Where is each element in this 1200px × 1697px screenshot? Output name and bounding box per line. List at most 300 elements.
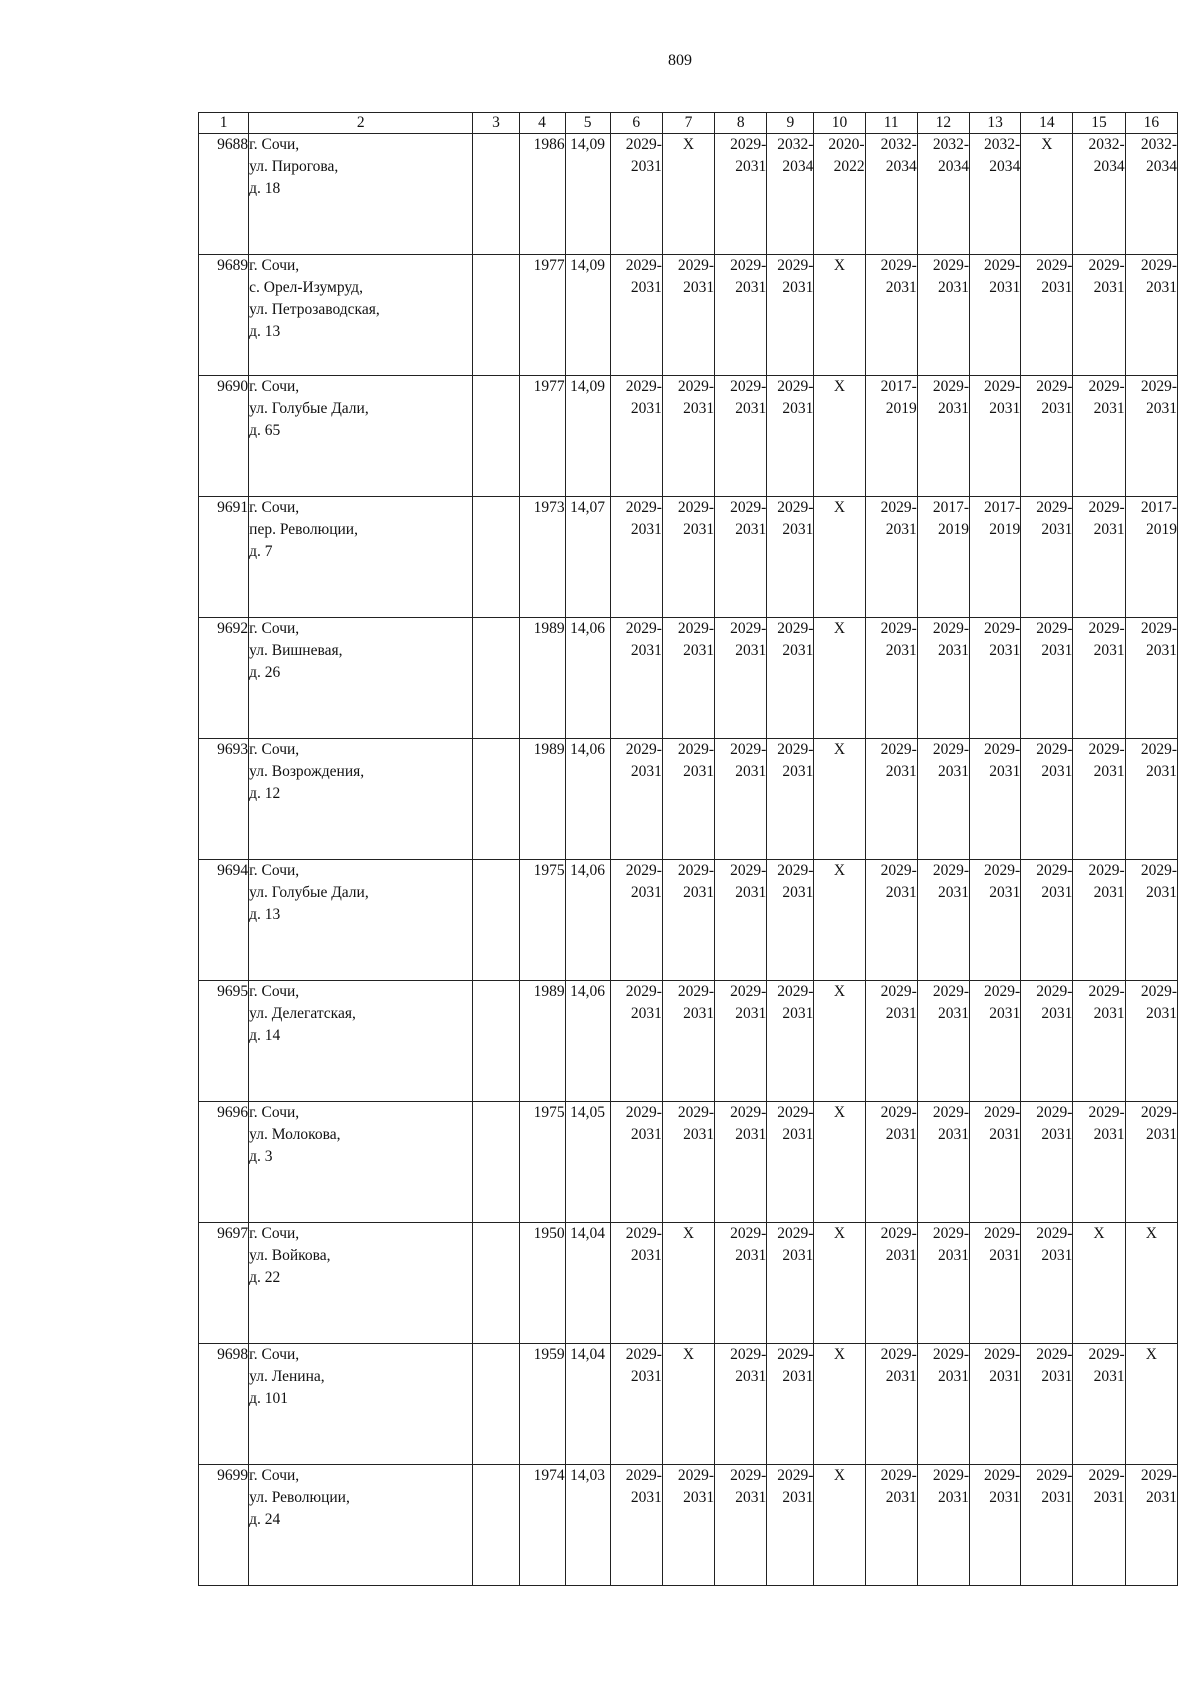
address-line: г. Сочи, <box>249 741 300 758</box>
period-value: 2029- 2031 <box>777 862 814 901</box>
period-value: 2029- 2031 <box>677 741 715 780</box>
address-line: д. 26 <box>249 664 281 681</box>
year-cell: 1973 <box>519 497 565 618</box>
period-cell-col-16 <box>1125 1465 1177 1586</box>
period-cell-col-15 <box>1073 1102 1125 1223</box>
period-value: 2029- 2031 <box>932 862 970 901</box>
address-line: г. Сочи, <box>249 983 300 1000</box>
period-cell-col-7 <box>662 1465 714 1586</box>
address-line: д. 3 <box>249 1148 273 1165</box>
period-value: X <box>833 1225 846 1242</box>
period-value: 2029- 2031 <box>1088 257 1125 296</box>
period-value: 2029- 2031 <box>984 257 1021 296</box>
period-cell-col-13 <box>970 981 1021 1102</box>
column-5-cell: 14,04 <box>565 1344 610 1465</box>
address-line: г. Сочи, <box>249 136 300 153</box>
period-value: 2029- 2031 <box>625 983 662 1022</box>
period-value: 2029- 2031 <box>1140 1467 1177 1506</box>
address-cell <box>249 860 473 981</box>
period-value: 2029- 2031 <box>777 1104 814 1143</box>
period-value: 2029- 2031 <box>677 257 715 296</box>
period-value: 2029- 2031 <box>1036 983 1073 1022</box>
period-cell-col-10 <box>814 1102 865 1223</box>
period-value: 2029- 2031 <box>730 499 767 538</box>
period-cell-col-10 <box>814 1465 865 1586</box>
address-cell <box>249 1344 473 1465</box>
address-cell <box>249 1223 473 1344</box>
period-cell-col-15 <box>1073 134 1125 255</box>
period-cell-col-6 <box>610 860 662 981</box>
period-cell-col-16 <box>1125 134 1177 255</box>
period-value: 2029- 2031 <box>880 1104 917 1143</box>
address-cell <box>249 134 473 255</box>
period-value: X <box>833 741 846 758</box>
period-cell-col-7 <box>662 134 714 255</box>
column-header-13: 13 <box>970 113 1021 134</box>
period-value: X <box>682 1346 695 1363</box>
period-value: 2029- 2031 <box>677 378 715 417</box>
period-cell-col-14 <box>1021 1465 1073 1586</box>
period-cell-col-10 <box>814 255 865 376</box>
period-value: 2029- 2031 <box>625 620 662 659</box>
period-value: 2029- 2031 <box>880 620 917 659</box>
address-cell <box>249 1102 473 1223</box>
period-value: 2029- 2031 <box>984 1467 1021 1506</box>
address-line: ул. Возрождения, <box>249 763 365 780</box>
address-cell <box>249 981 473 1102</box>
period-cell-col-15 <box>1073 860 1125 981</box>
period-cell-col-16 <box>1125 1102 1177 1223</box>
column-3-cell <box>473 497 519 618</box>
period-cell-col-10 <box>814 618 865 739</box>
year-cell: 1975 <box>519 860 565 981</box>
period-value: 2029- 2031 <box>777 620 814 659</box>
period-value: 2029- 2031 <box>1140 1104 1177 1143</box>
column-header-5: 5 <box>565 113 610 134</box>
column-3-cell <box>473 981 519 1102</box>
period-value: 2032- 2034 <box>1140 136 1177 175</box>
period-cell-col-7 <box>662 981 714 1102</box>
table-row <box>199 1223 1178 1344</box>
period-value: 2029- 2031 <box>1140 257 1177 296</box>
period-value: 2029- 2031 <box>880 983 917 1022</box>
period-cell-col-7 <box>662 1102 714 1223</box>
period-cell-col-6 <box>610 1102 662 1223</box>
period-value: X <box>682 1225 695 1242</box>
period-cell-col-13 <box>970 376 1021 497</box>
year-cell: 1989 <box>519 981 565 1102</box>
period-cell-col-16 <box>1125 255 1177 376</box>
column-5-cell: 14,06 <box>565 739 610 860</box>
column-5-cell: 14,04 <box>565 1223 610 1344</box>
period-cell-col-8 <box>715 255 767 376</box>
period-cell-col-16 <box>1125 1223 1177 1344</box>
period-value: X <box>833 1346 846 1363</box>
period-cell-col-9 <box>767 1102 814 1223</box>
period-cell-col-15 <box>1073 497 1125 618</box>
period-cell-col-13 <box>970 255 1021 376</box>
column-header-12: 12 <box>917 113 969 134</box>
period-value: 2029- 2031 <box>625 1104 662 1143</box>
period-value: 2029- 2031 <box>1140 983 1177 1022</box>
period-value: 2029- 2031 <box>677 499 715 538</box>
row-number: 9694 <box>199 860 249 981</box>
address-line: д. 13 <box>249 906 281 923</box>
table-row <box>199 739 1178 860</box>
period-value: X <box>682 136 695 153</box>
row-number: 9699 <box>199 1465 249 1586</box>
period-cell-col-11 <box>865 1223 917 1344</box>
period-cell-col-14 <box>1021 981 1073 1102</box>
period-cell-col-12 <box>917 1344 969 1465</box>
period-value: 2029- 2031 <box>1140 862 1177 901</box>
period-value: 2029- 2031 <box>1088 499 1125 538</box>
year-cell: 1975 <box>519 1102 565 1223</box>
period-cell-col-11 <box>865 497 917 618</box>
page-number: 809 <box>668 52 692 69</box>
period-value: 2029- 2031 <box>932 257 970 296</box>
address-line: г. Сочи, <box>249 1104 300 1121</box>
year-cell: 1950 <box>519 1223 565 1344</box>
period-value: 2029- 2031 <box>880 862 917 901</box>
address-line: г. Сочи, <box>249 1225 300 1242</box>
period-cell-col-11 <box>865 1344 917 1465</box>
period-cell-col-6 <box>610 376 662 497</box>
period-cell-col-8 <box>715 1465 767 1586</box>
column-header-14: 14 <box>1021 113 1073 134</box>
period-cell-col-7 <box>662 618 714 739</box>
column-5-cell: 14,06 <box>565 618 610 739</box>
period-cell-col-9 <box>767 1223 814 1344</box>
register-body <box>199 134 1178 1586</box>
period-cell-col-9 <box>767 134 814 255</box>
period-cell-col-8 <box>715 860 767 981</box>
table-row <box>199 497 1178 618</box>
period-value: 2029- 2031 <box>677 620 715 659</box>
period-value: 2029- 2031 <box>730 1346 767 1385</box>
period-value: 2029- 2031 <box>730 1104 767 1143</box>
column-3-cell <box>473 618 519 739</box>
address-cell <box>249 739 473 860</box>
period-value: 2029- 2031 <box>932 983 970 1022</box>
year-cell: 1977 <box>519 255 565 376</box>
period-cell-col-13 <box>970 1223 1021 1344</box>
address-line: г. Сочи, <box>249 499 300 516</box>
period-value: 2029- 2031 <box>730 378 767 417</box>
period-value: X <box>833 1467 846 1484</box>
period-value: 2029- 2031 <box>625 1346 662 1385</box>
column-3-cell <box>473 1223 519 1344</box>
period-value: 2032- 2034 <box>880 136 917 175</box>
period-cell-col-10 <box>814 376 865 497</box>
period-value: 2029- 2031 <box>1036 620 1073 659</box>
column-header-2: 2 <box>249 113 473 134</box>
period-cell-col-6 <box>610 497 662 618</box>
column-header-11: 11 <box>865 113 917 134</box>
period-value: 2029- 2031 <box>677 1467 715 1506</box>
period-value: 2032- 2034 <box>984 136 1021 175</box>
period-cell-col-8 <box>715 1223 767 1344</box>
period-value: X <box>833 378 846 395</box>
address-line: д. 65 <box>249 422 281 439</box>
period-cell-col-15 <box>1073 618 1125 739</box>
period-value: 2017- 2019 <box>1140 499 1177 538</box>
year-cell: 1974 <box>519 1465 565 1586</box>
period-cell-col-10 <box>814 860 865 981</box>
period-value: X <box>1041 136 1053 153</box>
period-value: 2029- 2031 <box>625 378 662 417</box>
address-line: ул. Вишневая, <box>249 642 343 659</box>
period-cell-col-10 <box>814 1344 865 1465</box>
address-line: г. Сочи, <box>249 257 300 274</box>
address-line: д. 13 <box>249 323 281 340</box>
address-line: пер. Революции, <box>249 521 358 538</box>
period-value: 2029- 2031 <box>1036 741 1073 780</box>
address-line: д. 101 <box>249 1390 289 1407</box>
period-value: 2029- 2031 <box>1036 1104 1073 1143</box>
period-cell-col-10 <box>814 134 865 255</box>
period-value: 2029- 2031 <box>777 741 814 780</box>
period-value: 2029- 2031 <box>984 1225 1021 1264</box>
period-value: 2029- 2031 <box>625 862 662 901</box>
address-line: ул. Делегатская, <box>249 1005 356 1022</box>
row-number: 9695 <box>199 981 249 1102</box>
period-value: 2029- 2031 <box>777 1346 814 1385</box>
period-cell-col-11 <box>865 376 917 497</box>
period-cell-col-8 <box>715 1102 767 1223</box>
period-cell-col-10 <box>814 497 865 618</box>
period-cell-col-15 <box>1073 1223 1125 1344</box>
period-value: 2029- 2031 <box>625 257 662 296</box>
period-cell-col-16 <box>1125 860 1177 981</box>
column-3-cell <box>473 1344 519 1465</box>
period-value: 2029- 2031 <box>730 1467 767 1506</box>
period-value: 2029- 2031 <box>625 1467 662 1506</box>
period-value: X <box>833 983 846 1000</box>
period-cell-col-6 <box>610 1465 662 1586</box>
period-value: 2029- 2031 <box>730 741 767 780</box>
period-cell-col-14 <box>1021 134 1073 255</box>
period-cell-col-6 <box>610 618 662 739</box>
period-cell-col-15 <box>1073 376 1125 497</box>
period-cell-col-11 <box>865 618 917 739</box>
address-cell <box>249 497 473 618</box>
table-row <box>199 255 1178 376</box>
address-line: с. Орел-Изумруд, <box>249 279 363 296</box>
column-header-9: 9 <box>767 113 814 134</box>
period-cell-col-11 <box>865 1102 917 1223</box>
period-value: 2029- 2031 <box>1140 620 1177 659</box>
address-cell <box>249 255 473 376</box>
period-value: 2029- 2031 <box>1140 378 1177 417</box>
period-value: 2029- 2031 <box>730 862 767 901</box>
period-value: X <box>833 1104 846 1121</box>
year-cell: 1959 <box>519 1344 565 1465</box>
period-value: 2029- 2031 <box>625 1225 662 1264</box>
period-cell-col-9 <box>767 860 814 981</box>
period-value: X <box>833 620 846 637</box>
period-cell-col-14 <box>1021 1344 1073 1465</box>
period-value: 2029- 2031 <box>777 378 814 417</box>
period-value: 2020- 2022 <box>828 136 865 175</box>
table-row <box>199 1102 1178 1223</box>
period-value: 2029- 2031 <box>984 741 1021 780</box>
period-value: 2029- 2031 <box>730 257 767 296</box>
period-cell-col-13 <box>970 497 1021 618</box>
period-value: 2029- 2031 <box>932 741 970 780</box>
period-cell-col-9 <box>767 739 814 860</box>
address-line: д. 22 <box>249 1269 281 1286</box>
period-value: 2029- 2031 <box>1088 620 1125 659</box>
period-cell-col-12 <box>917 497 969 618</box>
period-value: 2029- 2031 <box>625 499 662 538</box>
address-cell <box>249 1465 473 1586</box>
column-5-cell: 14,09 <box>565 376 610 497</box>
period-cell-col-9 <box>767 497 814 618</box>
period-value: 2029- 2031 <box>1036 499 1073 538</box>
period-cell-col-16 <box>1125 1344 1177 1465</box>
column-5-cell: 14,05 <box>565 1102 610 1223</box>
period-cell-col-12 <box>917 376 969 497</box>
period-cell-col-13 <box>970 1102 1021 1223</box>
table-row <box>199 981 1178 1102</box>
period-value: 2029- 2031 <box>932 1467 970 1506</box>
period-value: 2029- 2031 <box>984 862 1021 901</box>
address-cell <box>249 376 473 497</box>
period-value: 2029- 2031 <box>730 983 767 1022</box>
period-value: 2029- 2031 <box>984 983 1021 1022</box>
period-value: 2029- 2031 <box>1088 983 1125 1022</box>
period-value: X <box>1145 1225 1157 1242</box>
period-cell-col-6 <box>610 1344 662 1465</box>
year-cell: 1986 <box>519 134 565 255</box>
period-cell-col-12 <box>917 618 969 739</box>
period-cell-col-14 <box>1021 739 1073 860</box>
period-cell-col-16 <box>1125 618 1177 739</box>
year-cell: 1989 <box>519 739 565 860</box>
period-value: 2029- 2031 <box>932 1225 970 1264</box>
period-value: 2029- 2031 <box>1036 1346 1073 1385</box>
row-number: 9698 <box>199 1344 249 1465</box>
period-value: 2029- 2031 <box>1036 862 1073 901</box>
column-3-cell <box>473 1102 519 1223</box>
period-cell-col-9 <box>767 376 814 497</box>
period-cell-col-15 <box>1073 255 1125 376</box>
address-line: д. 7 <box>249 543 273 560</box>
address-line: г. Сочи, <box>249 1346 300 1363</box>
period-cell-col-9 <box>767 981 814 1102</box>
period-cell-col-11 <box>865 739 917 860</box>
period-value: 2029- 2031 <box>932 620 970 659</box>
column-header-10: 10 <box>814 113 865 134</box>
row-number: 9692 <box>199 618 249 739</box>
column-5-cell: 14,07 <box>565 497 610 618</box>
period-cell-col-13 <box>970 1465 1021 1586</box>
address-line: ул. Революции, <box>249 1489 350 1506</box>
table-row <box>199 134 1178 255</box>
year-cell: 1977 <box>519 376 565 497</box>
address-line: д. 24 <box>249 1511 281 1528</box>
column-header-3: 3 <box>473 113 519 134</box>
period-value: 2032- 2034 <box>1088 136 1125 175</box>
period-cell-col-11 <box>865 134 917 255</box>
period-cell-col-15 <box>1073 739 1125 860</box>
period-value: 2029- 2031 <box>880 1467 917 1506</box>
period-value: 2029- 2031 <box>984 1104 1021 1143</box>
period-cell-col-8 <box>715 1344 767 1465</box>
period-value: 2029- 2031 <box>777 1467 814 1506</box>
period-cell-col-12 <box>917 1223 969 1344</box>
period-value: 2029- 2031 <box>730 136 767 175</box>
period-value: 2029- 2031 <box>1036 378 1073 417</box>
period-value: X <box>1145 1346 1157 1363</box>
column-3-cell <box>473 739 519 860</box>
year-cell: 1989 <box>519 618 565 739</box>
column-header-8: 8 <box>715 113 767 134</box>
address-line: ул. Пирогова, <box>249 158 339 175</box>
period-cell-col-12 <box>917 255 969 376</box>
period-value: 2029- 2031 <box>1140 741 1177 780</box>
address-line: ул. Петрозаводская, <box>249 301 380 318</box>
period-cell-col-9 <box>767 1344 814 1465</box>
period-cell-col-15 <box>1073 1465 1125 1586</box>
row-number: 9690 <box>199 376 249 497</box>
period-value: 2029- 2031 <box>880 1225 917 1264</box>
period-cell-col-10 <box>814 1223 865 1344</box>
period-cell-col-14 <box>1021 1223 1073 1344</box>
period-value: 2029- 2031 <box>1088 378 1125 417</box>
address-cell <box>249 618 473 739</box>
period-value: X <box>833 257 846 274</box>
period-cell-col-16 <box>1125 981 1177 1102</box>
address-line: г. Сочи, <box>249 862 300 879</box>
address-line: г. Сочи, <box>249 378 300 395</box>
column-5-cell: 14,03 <box>565 1465 610 1586</box>
period-cell-col-13 <box>970 618 1021 739</box>
period-cell-col-8 <box>715 497 767 618</box>
period-cell-col-15 <box>1073 1344 1125 1465</box>
row-number: 9688 <box>199 134 249 255</box>
period-cell-col-11 <box>865 860 917 981</box>
period-cell-col-6 <box>610 255 662 376</box>
column-header-16: 16 <box>1125 113 1177 134</box>
period-cell-col-12 <box>917 134 969 255</box>
period-value: 2029- 2031 <box>1088 1346 1125 1385</box>
period-value: 2029- 2031 <box>932 1104 970 1143</box>
row-number: 9697 <box>199 1223 249 1344</box>
column-3-cell <box>473 860 519 981</box>
column-5-cell: 14,06 <box>565 981 610 1102</box>
period-value: 2029- 2031 <box>880 1346 917 1385</box>
column-3-cell <box>473 255 519 376</box>
housing-register-table <box>198 112 1178 1586</box>
address-line: ул. Ленина, <box>249 1368 325 1385</box>
period-value: 2029- 2031 <box>880 741 917 780</box>
row-number: 9689 <box>199 255 249 376</box>
period-cell-col-11 <box>865 255 917 376</box>
table-row <box>199 618 1178 739</box>
period-value: X <box>833 499 846 516</box>
address-line: д. 14 <box>249 1027 281 1044</box>
period-cell-col-12 <box>917 1102 969 1223</box>
period-cell-col-13 <box>970 739 1021 860</box>
period-value: 2029- 2031 <box>777 257 814 296</box>
period-value: 2029- 2031 <box>1036 1467 1073 1506</box>
period-value: 2029- 2031 <box>730 1225 767 1264</box>
period-cell-col-6 <box>610 981 662 1102</box>
period-value: 2017- 2019 <box>984 499 1021 538</box>
column-header-1: 1 <box>199 113 249 134</box>
